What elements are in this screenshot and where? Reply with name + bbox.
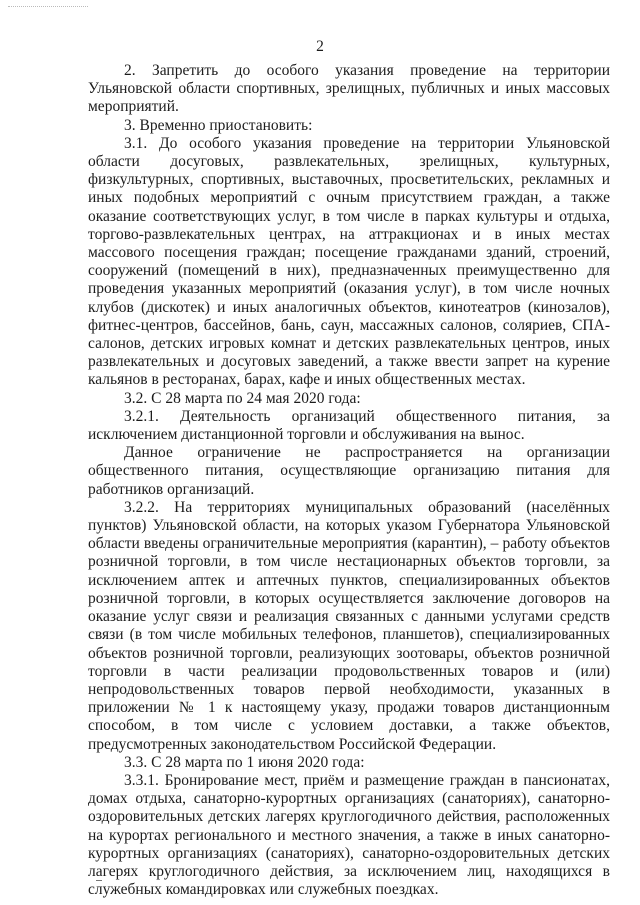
paragraph: 3.2.2. На территориях муниципальных образований (населённых пунктов) Ульяновской области, на которых указом Губернатора Ульяновской области введены ограничительные мероприятия (карантин), – работу объектов розничной торговли, в том числе нестационарных объектов торговли, за исключением аптек и аптечных пунктов, специализированных объектов розничной торговли, в которых осуществляется заключение договоров на оказание услуг связи и реализация связанных с данными услугами средств связи (в том числе мобильных телефонов, планшетов), специализированных объектов розничной торговли, реализующих зоотовары, объектов розничной торговли в части реализации продовольственных товаров и (или) непродовольственных товаров первой необходимости, указанных в приложении № 1 к настоящему указу, продажи товаров дистанционным способом, в том числе с условием доставки, а также объектов, предусмотренных законодательством Российской Федерации. [88, 498, 610, 753]
page-number: 2 [316, 38, 324, 55]
paragraph: 3. Временно приостановить: [124, 116, 313, 134]
paragraph: 3.3. С 28 марта по 1 июня 2020 года: [124, 753, 365, 771]
paragraph: Данное ограничение не распространяется на организации общественного питания, осуществляющие организацию питания для работников организаций. [88, 444, 610, 498]
paragraph: 3.3.1. Бронирование мест, приём и размещение граждан в пансионатах, домах отдыха, санаторно-курортных организациях (санаториях), санаторно-оздоровительных детских лагерях круглогодичного действия, расположенных на курортах регионального и местного значения, а также в иных санаторно-курортных организациях (санаториях), санаторно-оздоровительных детских лагерях круглогодичного действия, за исключением лиц, находящихся в служебных командировках или служебных поездках. [88, 771, 610, 899]
paragraph: 3.1. До особого указания проведение на территории Ульяновской области досуговых, развлекательных, зрелищных, культурных, физкультурных, спортивных, выставочных, просветительских, рекламных и иных подобных мероприятий с очным присутствием граждан, а также оказание соответствующих услуг, в том числе в парках культуры и отдыха, торгово-развлекательных центрах, на аттракционах и в иных местах массового посещения граждан; посещение гражданами зданий, строений, сооружений (помещений в них), предназначенных преимущественно для проведения указанных мероприятий (оказания услуг), в том числе ночных клубов (дискотек) и иных аналогичных объектов, кинотеатров (кинозалов), фитнес-центров, бассейнов, бань, саун, массажных салонов, соляриев, СПА-салонов, детских игровых комнат и детских развлекательных центров, иных развлекательных и досуговых заведений, а также ввести запрет на курение кальянов в ресторанах, барах, кафе и иных общественных местах. [88, 134, 610, 389]
scan-artifact [96, 880, 102, 881]
paragraph: 3.2. С 28 марта по 24 мая 2020 года: [124, 389, 361, 407]
paragraph: 3.2.1. Деятельность организаций общественного питания, за исключением дистанционной торговли и обслуживания на вынос. [88, 407, 610, 444]
scan-artifact [8, 6, 88, 9]
document-body [88, 62, 610, 899]
paragraph: 2. Запретить до особого указания проведение на территории Ульяновской области спортивных, зрелищных, публичных и иных массовых мероприятий. [88, 62, 610, 116]
